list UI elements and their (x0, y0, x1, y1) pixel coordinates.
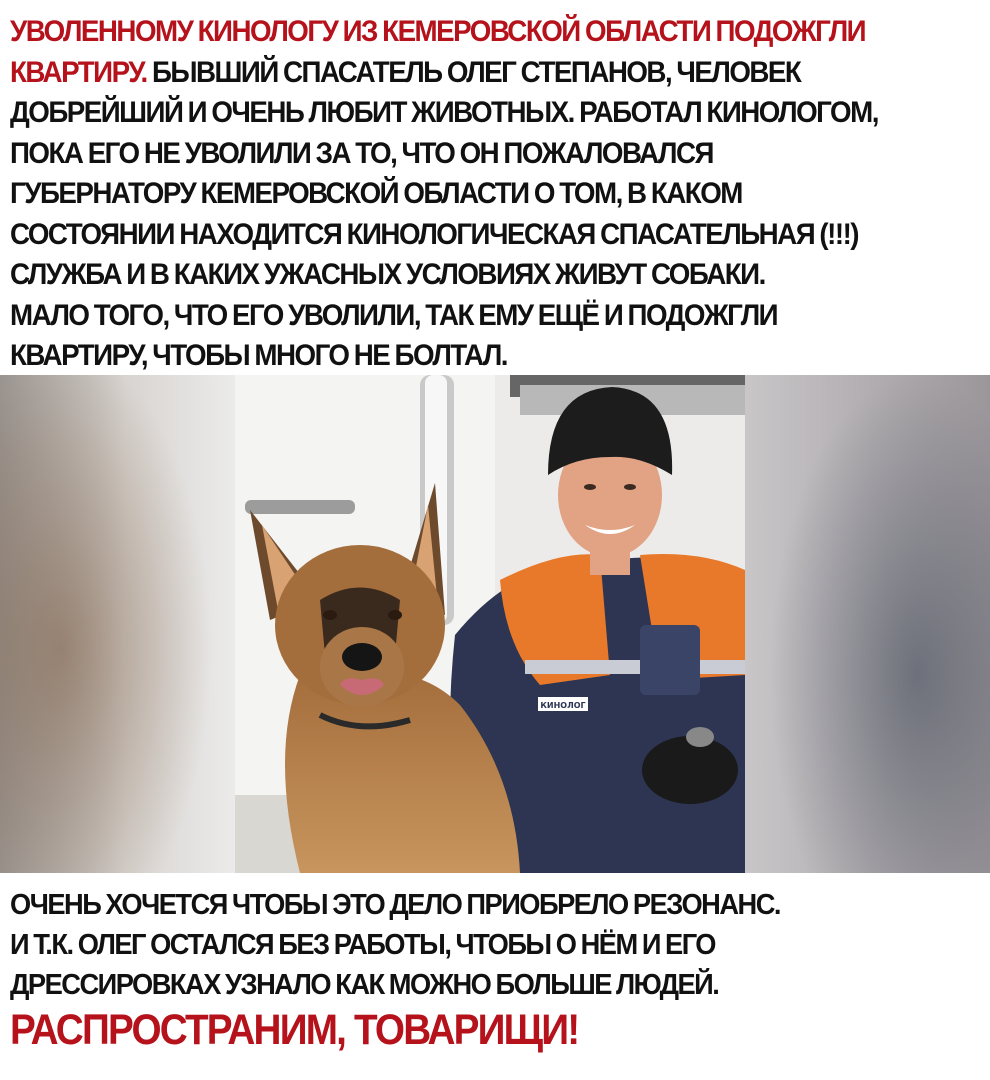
vest-label: КИНОЛОГ (540, 701, 586, 710)
body-line-4: ГУБЕРНАТОРУ КЕМЕРОВСКОЙ ОБЛАСТИ О ТОМ, В КАКОМ (10, 177, 742, 210)
body-line-7: МАЛО ТОГО, ЧТО ЕГО УВОЛИЛИ, ТАК ЕМУ ЕЩЁ И ПОДОЖГЛИ (10, 298, 778, 332)
article-text (10, 12, 924, 377)
footer-line-2: И Т.К. ОЛЕГ ОСТАЛСЯ БЕЗ РАБОТЫ, ЧТОБЫ О НЁМ И ЕГО (10, 929, 716, 961)
footer-line-3: ДРЕССИРОВКАХ УЗНАЛО КАК МОЖНО БОЛЬШЕ ЛЮДЕЙ. (10, 969, 719, 1001)
body-line-8: КВАРТИРУ, ЧТОБЫ МНОГО НЕ БОЛТАЛ. (10, 339, 507, 372)
body-line-3: ПОКА ЕГО НЕ УВОЛИЛИ ЗА ТО, ЧТО ОН ПОЖАЛОВАЛСЯ (10, 136, 713, 170)
footer-text (10, 885, 924, 1005)
body-line-6: СЛУЖБА И В КАКИХ УЖАСНЫХ УСЛОВИЯХ ЖИВУТ СОБАКИ. (10, 258, 765, 291)
body-line-1: БЫВШИЙ СПАСАТЕЛЬ ОЛЕГ СТЕПАНОВ, ЧЕЛОВЕК (151, 55, 801, 89)
headline-part-2: КВАРТИРУ. (10, 55, 147, 89)
body-line-5: СОСТОЯНИИ НАХОДИТСЯ КИНОЛОГИЧЕСКАЯ СПАСАТЕЛЬНАЯ (!!!) (10, 217, 859, 251)
body-line-2: ДОБРЕЙШИЙ И ОЧЕНЬ ЛЮБИТ ЖИВОТНЫХ. РАБОТАЛ КИНОЛОГОМ, (10, 96, 878, 129)
footer-line-1: ОЧЕНЬ ХОЧЕТСЯ ЧТОБЫ ЭТО ДЕЛО ПРИОБРЕЛО РЕЗОНАНС. (10, 889, 780, 921)
text-line-2 (10, 53, 924, 94)
text-line-1 (10, 12, 924, 53)
photo-dog-handler (0, 375, 990, 873)
headline-part-1: УВОЛЕННОМУ КИНОЛОГУ ИЗ КЕМЕРОВСКОЙ ОБЛАСТИ ПОДОЖГЛИ (10, 15, 866, 48)
call-to-action: РАСПРОСТРАНИМ, ТОВАРИЩИ! (10, 1006, 579, 1054)
